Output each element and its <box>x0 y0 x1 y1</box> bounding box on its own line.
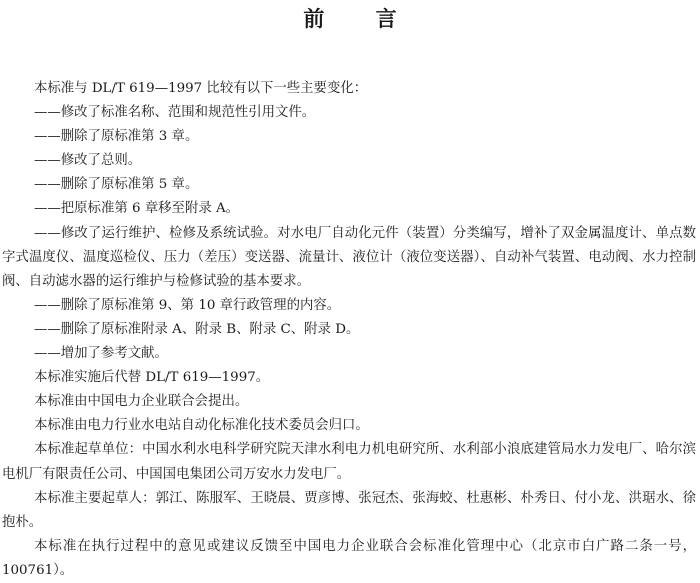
paragraph-replacement: 本标准实施后代替 DL/T 619—1997。 <box>34 370 270 386</box>
paragraph-administrator: 本标准由电力行业水电站自动化标准化技术委员会归口。 <box>34 418 369 434</box>
paragraph-feedback: 本标准在执行过程中的意见或建议反馈至中国电力企业联合会标准化管理中心（北京市白广路二条一号，100761）。 <box>2 538 696 578</box>
paragraph-change-item: ——修改了标准名称、范围和规范性引用文件。 <box>34 105 316 121</box>
document-body <box>2 77 696 583</box>
paragraph-change-item: ——修改了运行维护、检修及系统试验。对水电厂自动化元件（装置）分类编写，增补了双金属温度计、单点数字式温度仪、温度巡检仪、压力（差压）变送器、流量计、液位计（液位变送器）、自动补气装置、电动阀、水力控制阀、自动滤水器的运行维护与检修试验的基本要求。 <box>2 225 696 289</box>
paragraph-change-item: ——增加了参考文献。 <box>34 346 168 362</box>
paragraph-change-item: ——把原标准第 6 章移至附录 A。 <box>34 201 240 217</box>
paragraph-change-item: ——修改了总则。 <box>34 153 142 169</box>
paragraph-changes-intro: 本标准与 DL/T 619—1997 比较有以下一些主要变化： <box>34 81 368 96</box>
paragraph-drafting-units: 本标准起草单位：中国水利水电科学研究院天津水利电力机电研究所、水利部小浪底建管局水力发电厂、哈尔滨电机厂有限责任公司、中国国电集团公司万安水力发电厂。 <box>2 442 696 482</box>
page-title: 前 言 <box>303 7 419 31</box>
paragraph-change-item: ——删除了原标准第 5 章。 <box>34 177 199 193</box>
paragraph-change-item: ——删除了原标准附录 A、附录 B、附录 C、附录 D。 <box>34 321 360 337</box>
paragraph-change-item: ——删除了原标准第 9、第 10 章行政管理的内容。 <box>34 297 341 313</box>
paragraph-drafters: 本标准主要起草人：郭江、陈服军、王晓晨、贾彦博、张冠杰、张海蛟、杜惠彬、朴秀日、付小龙、洪琚水、徐抱朴。 <box>2 490 696 530</box>
paragraph-proposer: 本标准由中国电力企业联合会提出。 <box>34 394 249 410</box>
paragraph-change-item: ——删除了原标准第 3 章。 <box>34 129 199 145</box>
